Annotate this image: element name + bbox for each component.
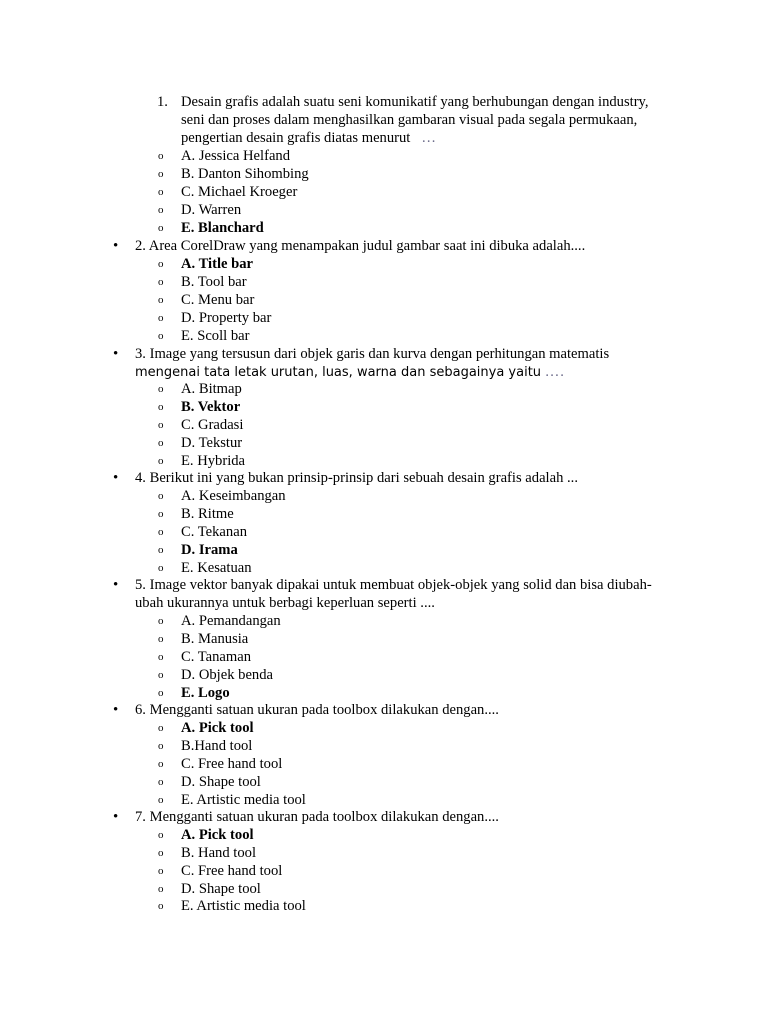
option-1a: A. Jessica Helfand bbox=[181, 148, 291, 164]
option-5c: C. Tanaman bbox=[181, 649, 252, 665]
option-1b: B. Danton Sihombing bbox=[181, 166, 309, 182]
option-2d: D. Property bar bbox=[181, 310, 272, 326]
option-3a: A. Bitmap bbox=[181, 381, 242, 397]
bullet-marker: • bbox=[113, 346, 119, 362]
option-4a: A. Keseimbangan bbox=[181, 488, 286, 504]
bullet-marker: • bbox=[113, 702, 119, 718]
option-marker: o bbox=[158, 526, 164, 538]
option-marker: o bbox=[158, 722, 164, 734]
option-1d: D. Warren bbox=[181, 202, 242, 218]
option-4e: E. Kesatuan bbox=[181, 560, 252, 576]
option-marker: o bbox=[158, 490, 164, 502]
bullet-marker: • bbox=[113, 577, 119, 593]
option-5d: D. Objek benda bbox=[181, 667, 273, 683]
question-5-text-line-1: 5. Image vektor banyak dipakai untuk membuat objek-objek yang solid dan bisa diubah- bbox=[135, 577, 652, 593]
option-marker: o bbox=[158, 758, 164, 770]
option-marker: o bbox=[158, 294, 164, 306]
option-2b: B. Tool bar bbox=[181, 274, 247, 290]
option-marker: o bbox=[158, 168, 164, 180]
bullet-marker: • bbox=[113, 238, 119, 254]
option-4d-answer: D. Irama bbox=[181, 542, 238, 558]
option-marker: o bbox=[158, 204, 164, 216]
question-3-text-line-1: 3. Image yang tersusun dari objek garis dan kurva dengan perhitungan matematis bbox=[135, 346, 610, 362]
option-marker: o bbox=[158, 312, 164, 324]
question-2-text: 2. Area CorelDraw yang menampakan judul gambar saat ini dibuka adalah.... bbox=[135, 238, 586, 254]
option-2e: E. Scoll bar bbox=[181, 328, 250, 344]
option-4b: B. Ritme bbox=[181, 506, 234, 522]
bullet-marker: • bbox=[113, 809, 119, 825]
option-3b-answer: B. Vektor bbox=[181, 399, 241, 415]
option-marker: o bbox=[158, 847, 164, 859]
question-5-text-line-2: ubah ukurannya untuk berbagi keperluan seperti .... bbox=[135, 595, 435, 611]
option-marker: o bbox=[158, 900, 164, 912]
option-marker: o bbox=[158, 776, 164, 788]
option-3e: E. Hybrida bbox=[181, 453, 246, 469]
ellipsis: … bbox=[421, 130, 437, 146]
question-1-text-line-3: pengertian desain grafis diatas menurut … bbox=[181, 130, 437, 146]
bullet-marker: • bbox=[113, 470, 119, 486]
option-5e-answer: E. Logo bbox=[181, 685, 230, 701]
option-5a: A. Pemandangan bbox=[181, 613, 281, 629]
option-marker: o bbox=[158, 222, 164, 234]
option-marker: o bbox=[158, 330, 164, 342]
option-marker: o bbox=[158, 258, 164, 270]
question-6-text: 6. Mengganti satuan ukuran pada toolbox dilakukan dengan.... bbox=[135, 702, 499, 718]
option-7b: B. Hand tool bbox=[181, 845, 256, 861]
question-3-text-line-2: mengenai tata letak urutan, luas, warna dan sebagainya yaitu …. bbox=[135, 364, 565, 380]
option-4c: C. Tekanan bbox=[181, 524, 247, 540]
question-1-text-line-1: Desain grafis adalah suatu seni komunikatif yang berhubungan dengan industry, bbox=[181, 94, 649, 110]
option-marker: o bbox=[158, 740, 164, 752]
question-1-number: 1. bbox=[157, 94, 168, 110]
option-2a-answer: A. Title bar bbox=[181, 256, 254, 272]
option-1c: C. Michael Kroeger bbox=[181, 184, 298, 200]
option-marker: o bbox=[158, 419, 164, 431]
option-6c: C. Free hand tool bbox=[181, 756, 283, 772]
ellipsis: …. bbox=[544, 364, 565, 380]
option-marker: o bbox=[158, 383, 164, 395]
option-3c: C. Gradasi bbox=[181, 417, 244, 433]
option-marker: o bbox=[158, 829, 164, 841]
option-marker: o bbox=[158, 883, 164, 895]
option-marker: o bbox=[158, 687, 164, 699]
option-1e-answer: E. Blanchard bbox=[181, 220, 264, 236]
option-3d: D. Tekstur bbox=[181, 435, 243, 451]
option-6b: B.Hand tool bbox=[181, 738, 253, 754]
question-4-text: 4. Berikut ini yang bukan prinsip-prinsip dari sebuah desain grafis adalah ... bbox=[135, 470, 578, 486]
option-7a-answer: A. Pick tool bbox=[181, 827, 254, 843]
option-marker: o bbox=[158, 401, 164, 413]
question-1-text-line-2: seni dan proses dalam menghasilkan gambaran visual pada segala permukaan, bbox=[181, 112, 638, 128]
option-marker: o bbox=[158, 437, 164, 449]
option-marker: o bbox=[158, 669, 164, 681]
option-6d: D. Shape tool bbox=[181, 774, 261, 790]
question-7-text: 7. Mengganti satuan ukuran pada toolbox dilakukan dengan.... bbox=[135, 809, 499, 825]
option-marker: o bbox=[158, 633, 164, 645]
option-7c: C. Free hand tool bbox=[181, 863, 283, 879]
option-marker: o bbox=[158, 455, 164, 467]
option-2c: C. Menu bar bbox=[181, 292, 255, 308]
option-marker: o bbox=[158, 508, 164, 520]
option-marker: o bbox=[158, 544, 164, 556]
option-marker: o bbox=[158, 794, 164, 806]
option-marker: o bbox=[158, 186, 164, 198]
option-5b: B. Manusia bbox=[181, 631, 249, 647]
option-marker: o bbox=[158, 562, 164, 574]
option-6e: E. Artistic media tool bbox=[181, 792, 306, 808]
option-marker: o bbox=[158, 615, 164, 627]
option-marker: o bbox=[158, 865, 164, 877]
option-6a-answer: A. Pick tool bbox=[181, 720, 254, 736]
option-7d: D. Shape tool bbox=[181, 881, 261, 897]
option-marker: o bbox=[158, 150, 164, 162]
option-marker: o bbox=[158, 651, 164, 663]
option-7e: E. Artistic media tool bbox=[181, 898, 306, 914]
option-marker: o bbox=[158, 276, 164, 288]
